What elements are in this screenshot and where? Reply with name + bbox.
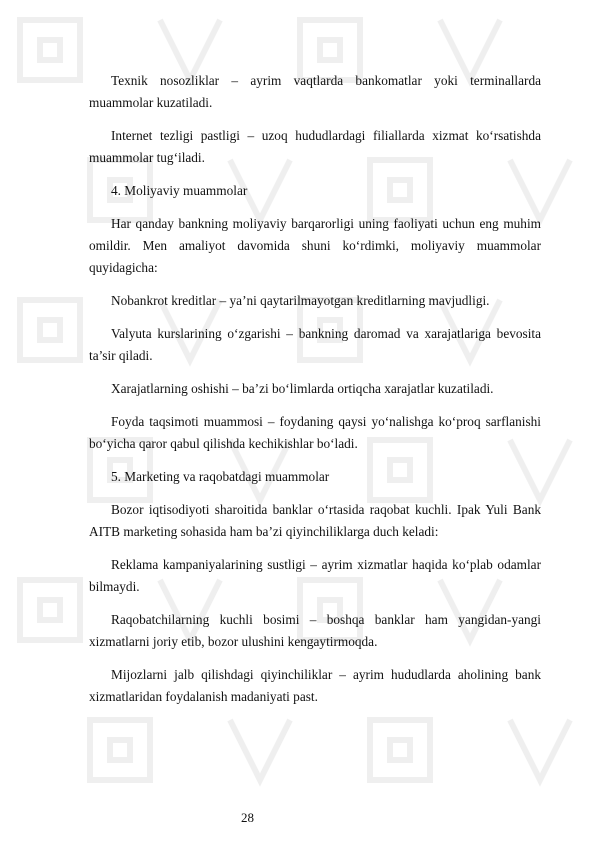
section-heading-financial-problems: 4. Moliyaviy muammolar <box>111 183 248 198</box>
paragraph-market-competition: Bozor iqtisodiyoti sharoitida banklar o‘rtasida raqobat kuchli. Ipak Yuli Bank AITB marketing sohasida ham ba’zi qiyinchiliklarga duch keladi: <box>89 502 541 539</box>
paragraph-technical-faults: Texnik nosozliklar – ayrim vaqtlarda bankomatlar yoki terminallarda muammolar kuzatiladi. <box>89 73 541 110</box>
paragraph-internet-speed: Internet tezligi pastligi – uzoq hududlardagi filiallarda xizmat ko‘rsatishda muammolar tug‘iladi. <box>89 128 541 165</box>
page-number: 28 <box>241 810 254 825</box>
document-body <box>89 70 541 719</box>
paragraph-client-attraction: Mijozlarni jalb qilishdagi qiyinchiliklar – ayrim hududlarda aholining bank xizmatlaridan foydalanish madaniyati past. <box>89 667 541 704</box>
paragraph-bad-loans: Nobankrot kreditlar – ya’ni qaytarilmayotgan kreditlarning mavjudligi. <box>111 293 490 308</box>
section-heading-marketing-problems: 5. Marketing va raqobatdagi muammolar <box>111 469 330 484</box>
paragraph-financial-stability: Har qanday bankning moliyaviy barqarorligi uning faoliyati uchun eng muhim omildir. Men amaliyot davomida shuni ko‘rdimki, moliyaviy muammolar quyidagicha: <box>89 216 541 275</box>
paragraph-profit-distribution: Foyda taqsimoti muammosi – foydaning qaysi yo‘nalishga ko‘proq sarflanishi bo‘yicha qaror qabul qilishda kechikishlar bo‘ladi. <box>89 414 541 451</box>
paragraph-weak-advertising: Reklama kampaniyalarining sustligi – ayrim xizmatlar haqida ko‘plab odamlar bilmaydi. <box>89 557 541 594</box>
paragraph-competitor-pressure: Raqobatchilarning kuchli bosimi – boshqa banklar ham yangidan-yangi xizmatlarni joriy etib, bozor ulushini kengaytirmoqda. <box>89 612 541 649</box>
paragraph-rising-expenses: Xarajatlarning oshishi – ba’zi bo‘limlarda ortiqcha xarajatlar kuzatiladi. <box>111 381 494 396</box>
paragraph-currency-rates: Valyuta kurslarining o‘zgarishi – bankning daromad va xarajatlariga bevosita ta’sir qiladi. <box>89 326 541 363</box>
